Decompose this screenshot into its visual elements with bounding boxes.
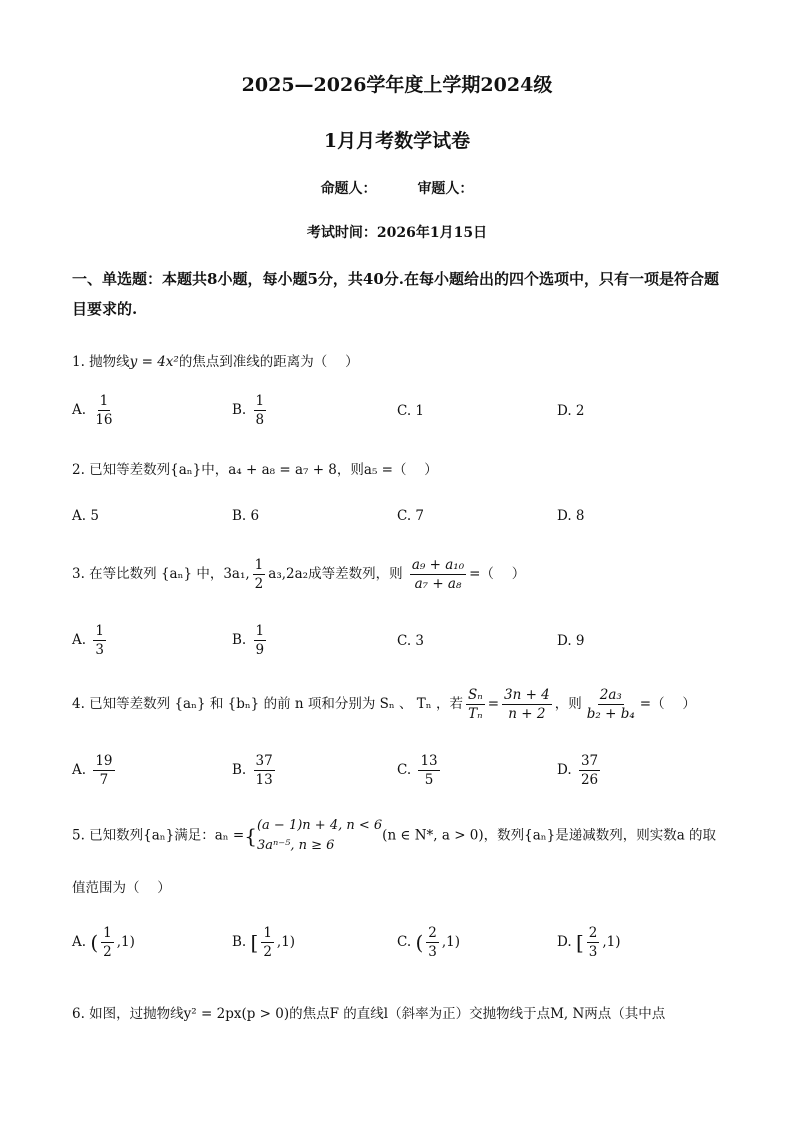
question-1-suffix: 的焦点到准线的距离为（ ）	[178, 354, 359, 370]
exam-title-line1: 2025—2026学年度上学期2024级	[241, 74, 553, 96]
question-5-line2: 值范围为（ ）	[72, 880, 171, 896]
section-heading: 一、单选题：本题共8小题，每小题5分，共40分.在每小题给出的四个选项中，只有一项是符合题目要求的.	[72, 270, 719, 318]
option-d[interactable]: D. $\frac{37}{26}$	[557, 753, 599, 788]
question-4: 4. 已知等差数列 {aₙ} 和 {bₙ} 的前 n 项和分别为 Sₙ 、 Tₙ ，若 $\frac{\text{Sₙ}}{\text{Tₙ}}$ = $\frac{3n + 4}{n + 2}$ ，则 $\frac{\text{2a₃}}{\text{b₂ + b₄}}$ =（ ）	[72, 687, 696, 722]
exam-time: 考试时间：2026年1月15日	[306, 225, 488, 241]
option-a[interactable]: A. $\frac{1}{16}$	[72, 393, 113, 428]
exam-title-line2: 1月月考数学试卷	[323, 130, 471, 152]
question-1	[72, 350, 359, 370]
option-d[interactable]: D. 9	[557, 633, 585, 649]
option-a[interactable]: A. $\frac{1}{3}$	[72, 623, 104, 658]
option-b[interactable]: B. $\frac{1}{8}$	[232, 393, 265, 428]
option-c[interactable]: C. 7	[397, 508, 425, 524]
option-b[interactable]: B. 6	[232, 508, 260, 524]
question-3: 3. 在等比数列 {aₙ} 中，3a₁, $\frac{1}{2}$ a₃,2a₂成等差数列，则 $\frac{\text{a₉ + a₁₀}}{\text{a₇ + a₈}}$ =（ ）	[72, 557, 526, 592]
option-a[interactable]: A. $\frac{19}{7}$	[72, 753, 113, 788]
option-d[interactable]: D. 8	[557, 508, 585, 524]
question-1-expr: y = 4x²	[129, 354, 179, 370]
option-b[interactable]: B. $\frac{37}{13}$	[232, 753, 273, 788]
option-c[interactable]: C. 3	[397, 633, 425, 649]
option-c[interactable]: C. ( $\frac{2}{3}$ ,1)	[397, 925, 460, 960]
question-6: 6. 如图，过抛物线y² = 2px(p > 0)的焦点F 的直线l（斜率为正）交抛物线于点M, N两点（其中点	[72, 1006, 666, 1022]
author-reviewer: 审题人：	[417, 181, 474, 197]
question-2: 2. 已知等差数列{aₙ}中，a₄ + a₈ = a₇ + 8，则a₅ =（ ）	[72, 462, 438, 478]
option-b[interactable]: B. [ $\frac{1}{2}$ ,1)	[232, 925, 296, 960]
option-d[interactable]: D. [ $\frac{2}{3}$ ,1)	[557, 925, 621, 960]
option-c[interactable]: C. 1	[397, 403, 425, 419]
author-setter: 命题人：	[320, 181, 377, 197]
authors-line	[0, 178, 794, 198]
option-a[interactable]: A. 5	[72, 508, 99, 524]
option-c[interactable]: C. $\frac{13}{5}$	[397, 753, 438, 788]
option-a[interactable]: A. ( $\frac{1}{2}$ ,1)	[72, 925, 135, 960]
question-3-fraction: $\frac{\text{a₉ + a₁₀}}{\text{a₇ + a₈}}$	[411, 557, 465, 592]
option-d[interactable]: D. 2	[557, 403, 585, 419]
question-5: 5. 已知数列{aₙ}满足：aₙ ={ (a − 1)n + 4, n < 6 3aⁿ⁻⁵, n ≥ 6 (n ∈ N*, a > 0)，数列{aₙ}是递减数列，则实数a 的取	[72, 818, 717, 853]
option-b[interactable]: B. $\frac{1}{9}$	[232, 623, 265, 658]
question-1-prefix: 1. 抛物线	[72, 354, 130, 370]
